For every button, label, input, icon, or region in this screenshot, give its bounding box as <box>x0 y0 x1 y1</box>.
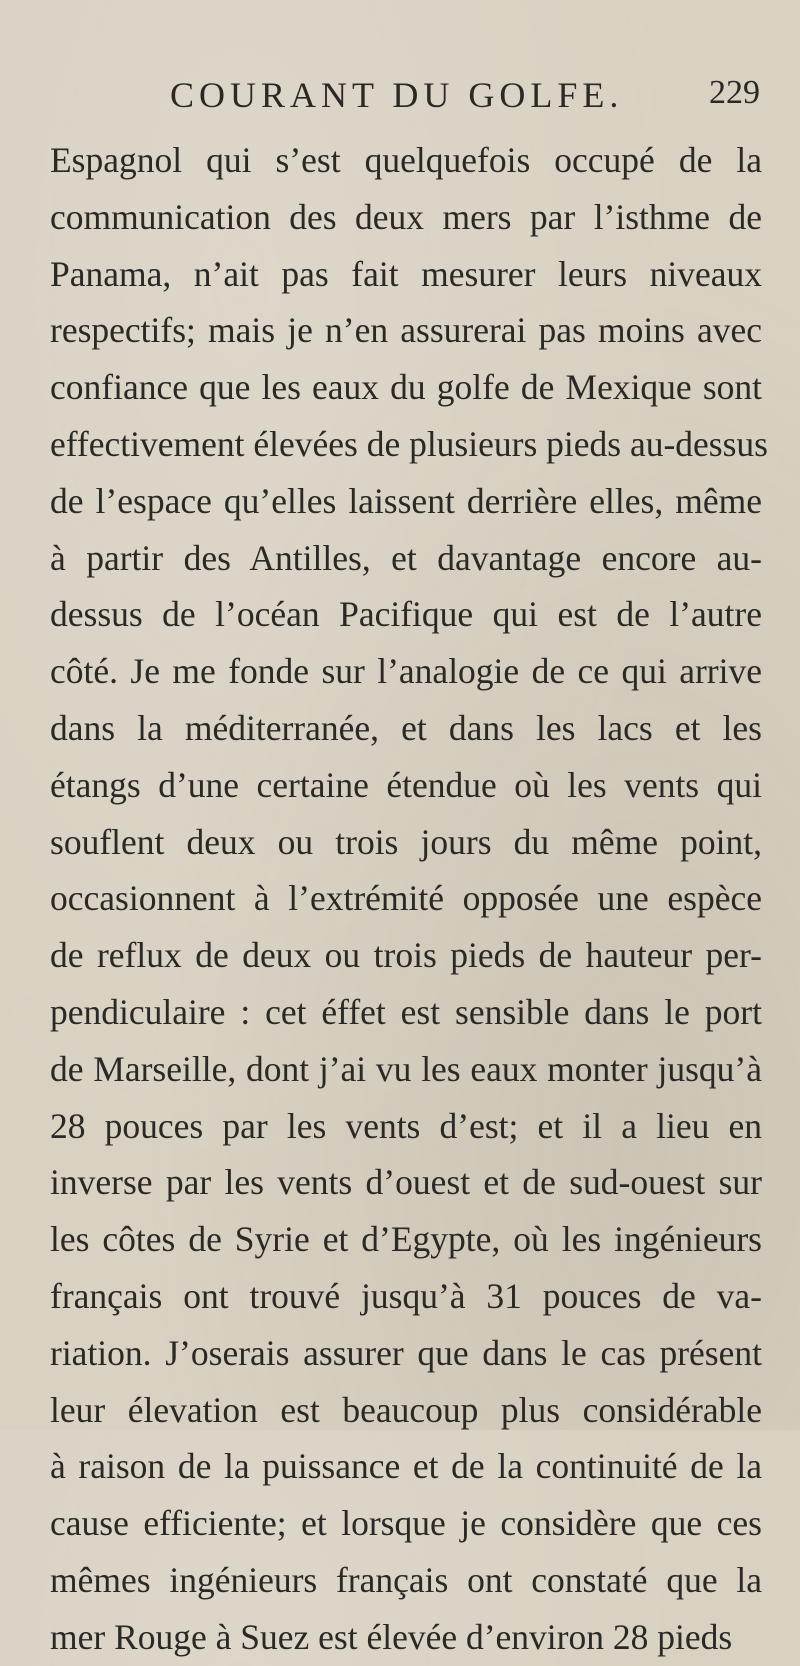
text-line: mer Rouge à Suez est élevée d’environ 28 pieds <box>50 1616 733 1657</box>
text-line: dans la méditerranée, et dans les lacs et les <box>50 707 762 748</box>
text-line: respectifs; mais je n’en assurerai pas moins avec <box>50 310 762 351</box>
text-line: dessus de l’océan Pacifique qui est de l’autre <box>50 594 762 635</box>
text-line: à raison de la puissance et de la continuité de la <box>50 1446 762 1487</box>
text-line: cause efficiente; et lorsque je considère que ces <box>50 1503 762 1544</box>
text-line: français ont trouvé jusqu’à 31 pouces de va- <box>50 1275 762 1316</box>
running-title: COURANT DU GOLFE. <box>170 75 624 115</box>
text-line: occasionnent à l’extrémité opposée une espèce <box>50 878 762 919</box>
text-line: effectivement élevées de plusieurs pieds au-dessus <box>50 423 768 464</box>
text-line: 28 pouces par les vents d’est; et il a lieu en <box>50 1105 762 1146</box>
text-line: confiance que les eaux du golfe de Mexique sont <box>50 367 762 408</box>
body-text <box>50 132 768 1666</box>
text-line: Panama, n’ait pas fait mesurer leurs niveaux <box>50 253 762 294</box>
text-line: à partir des Antilles, et davantage encore au- <box>50 537 762 578</box>
text-line: étangs d’une certaine étendue où les vents qui <box>50 764 762 805</box>
text-line: leur élevation est beaucoup plus considérable <box>50 1389 762 1430</box>
text-line: mêmes ingénieurs français ont constaté que la <box>50 1559 762 1600</box>
text-line: Espagnol qui s’est quelquefois occupé de la <box>50 140 762 180</box>
text-line: riation. J’oserais assurer que dans le cas présent <box>50 1332 762 1373</box>
text-line: les côtes de Syrie et d’Egypte, où les ingénieurs <box>50 1219 762 1260</box>
text-line: souflent deux ou trois jours du même point, <box>50 821 762 862</box>
text-line: pendiculaire : cet éffet est sensible dans le port <box>50 991 762 1032</box>
text-line: inverse par les vents d’ouest et de sud-ouest sur <box>50 1162 762 1203</box>
text-line: de l’espace qu’elles laissent derrière elles, même <box>50 480 762 521</box>
text-line: de reflux de deux ou trois pieds de hauteur per- <box>50 935 762 976</box>
text-line: de Marseille, dont j’ai vu les eaux monter jusqu’à <box>50 1048 762 1089</box>
text-line: côté. Je me fonde sur l’analogie de ce qui arrive <box>50 651 762 692</box>
text-line: communication des deux mers par l’isthme de <box>50 196 762 237</box>
running-header <box>170 74 760 124</box>
page-number: 229 <box>709 74 760 111</box>
